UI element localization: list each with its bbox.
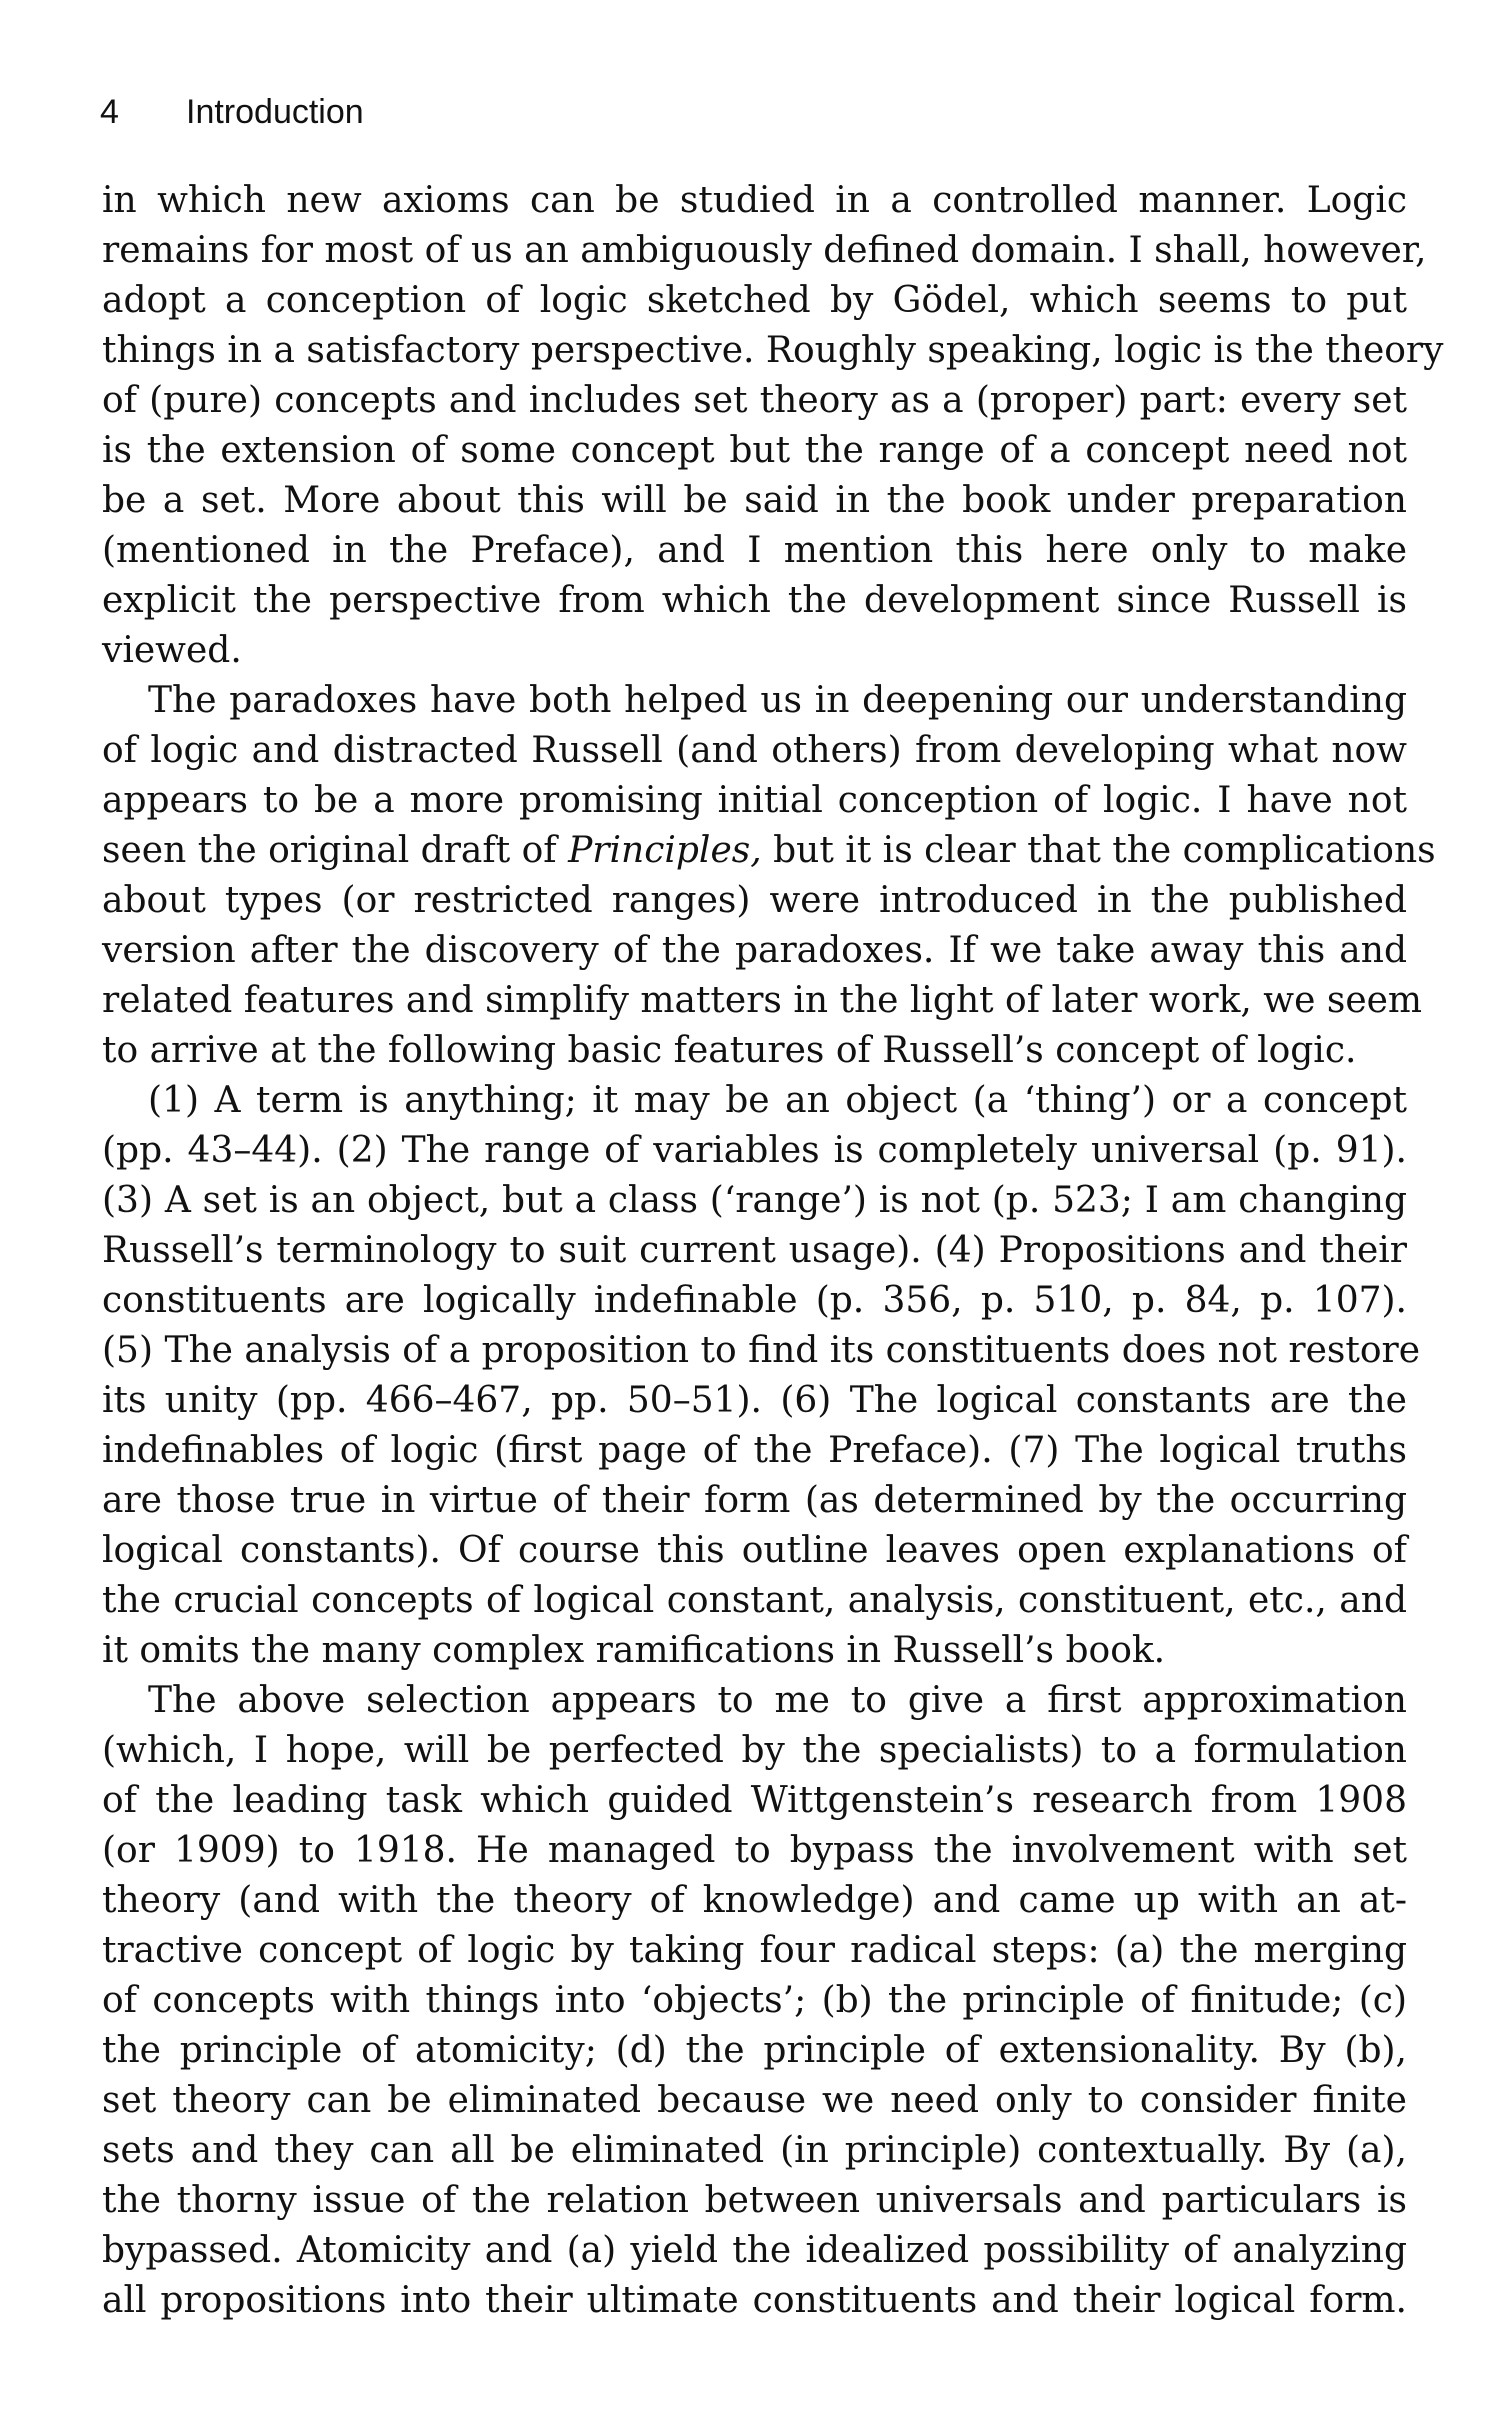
body-text [102,176,1444,2326]
text-line: remains for most of us an ambiguously defined domain. I shall, however, [102,230,1427,271]
running-head [100,88,1400,136]
text-line: it omits the many complex ramifications in Russell’s book. [102,1630,1166,1671]
text-line: indefinables of logic (first page of the Preface). (7) The logical truths [102,1430,1407,1471]
text-line: the crucial concepts of logical constant, analysis, constituent, etc., and [102,1580,1407,1621]
text-line: about types (or restricted ranges) were introduced in the published [102,880,1407,921]
text-line-segment: but it is clear that the complications [761,830,1436,871]
text-line: Russell’s terminology to suit current usage). (4) Propositions and their [102,1230,1407,1271]
text-line: of the leading task which guided Wittgenstein’s research from 1908 [102,1780,1407,1821]
text-line: appears to be a more promising initial conception of logic. I have not [102,780,1407,821]
text-line: to arrive at the following basic features of Russell’s concept of logic. [102,1030,1357,1071]
page-number: 4 [100,93,119,131]
text-line: tractive concept of logic by taking four radical steps: (a) the merging [102,1930,1407,1971]
text-line-segment: seen the original draft of [102,830,569,871]
text-line: the thorny issue of the relation between universals and particulars is [102,2180,1407,2221]
text-line: explicit the perspective from which the development since Russell is [102,580,1407,621]
text-line: the principle of atomicity; (d) the principle of extensionality. By (b), [102,2030,1407,2071]
text-line: are those true in virtue of their form (as determined by the occurring [102,1480,1407,1521]
section-title: Introduction [186,93,364,131]
paragraph-1 [102,176,1444,676]
text-line: (which, I hope, will be perfected by the specialists) to a formulation [102,1730,1407,1771]
text-line: be a set. More about this will be said in the book under preparation [102,480,1407,521]
text-line: theory (and with the theory of knowledge) and came up with an at- [102,1880,1407,1921]
paragraph-4 [102,1676,1407,2326]
text-line: (3) A set is an object, but a class (‘range’) is not (p. 523; I am changing [102,1180,1407,1221]
paragraph-3 [102,1076,1421,1676]
text-line: version after the discovery of the paradoxes. If we take away this and [102,930,1407,971]
text-line: things in a satisfactory perspective. Roughly speaking, logic is the theory [102,330,1444,371]
text-line: (or 1909) to 1918. He managed to bypass the involvement with set [102,1830,1407,1871]
text-line: (5) The analysis of a proposition to find its constituents does not restore [102,1330,1421,1371]
text-line: of concepts with things into ‘objects’; (b) the principle of finitude; (c) [102,1980,1407,2021]
text-line: related features and simplify matters in the light of later work, we seem [102,980,1423,1021]
text-line: sets and they can all be eliminated (in principle) contextually. By (a), [102,2130,1407,2171]
text-line: set theory can be eliminated because we need only to consider finite [102,2080,1407,2121]
text-line: in which new axioms can be studied in a controlled manner. Logic [102,180,1407,221]
text-line: The paradoxes have both helped us in deepening our understanding [148,680,1407,721]
text-line: (1) A term is anything; it may be an object (a ‘thing’) or a concept [148,1080,1407,1121]
text-line: is the extension of some concept but the range of a concept need not [102,430,1407,471]
text-line: all propositions into their ultimate constituents and their logical form. [102,2280,1407,2321]
text-line: of (pure) concepts and includes set theory as a (proper) part: every set [102,380,1407,421]
text-line: (pp. 43–44). (2) The range of variables is completely universal (p. 91). [102,1130,1407,1171]
text-line: of logic and distracted Russell (and others) from developing what now [102,730,1407,771]
text-line: logical constants). Of course this outline leaves open explanations of [102,1530,1407,1571]
text-line: viewed. [102,630,242,671]
paragraph-2 [102,676,1436,1076]
text-line: constituents are logically indefinable (p. 356, p. 510, p. 84, p. 107). [102,1280,1407,1321]
text-line: The above selection appears to me to give a first approximation [148,1680,1407,1721]
italic-book-title: Principles, [568,830,762,871]
text-line: its unity (pp. 466–467, pp. 50–51). (6) The logical constants are the [102,1380,1407,1421]
text-line: (mentioned in the Preface), and I mention this here only to make [102,530,1407,571]
text-line: bypassed. Atomicity and (a) yield the idealized possibility of analyzing [102,2230,1407,2271]
text-line-with-italic-title [102,826,1436,876]
text-line: adopt a conception of logic sketched by Gödel, which seems to put [102,280,1407,321]
